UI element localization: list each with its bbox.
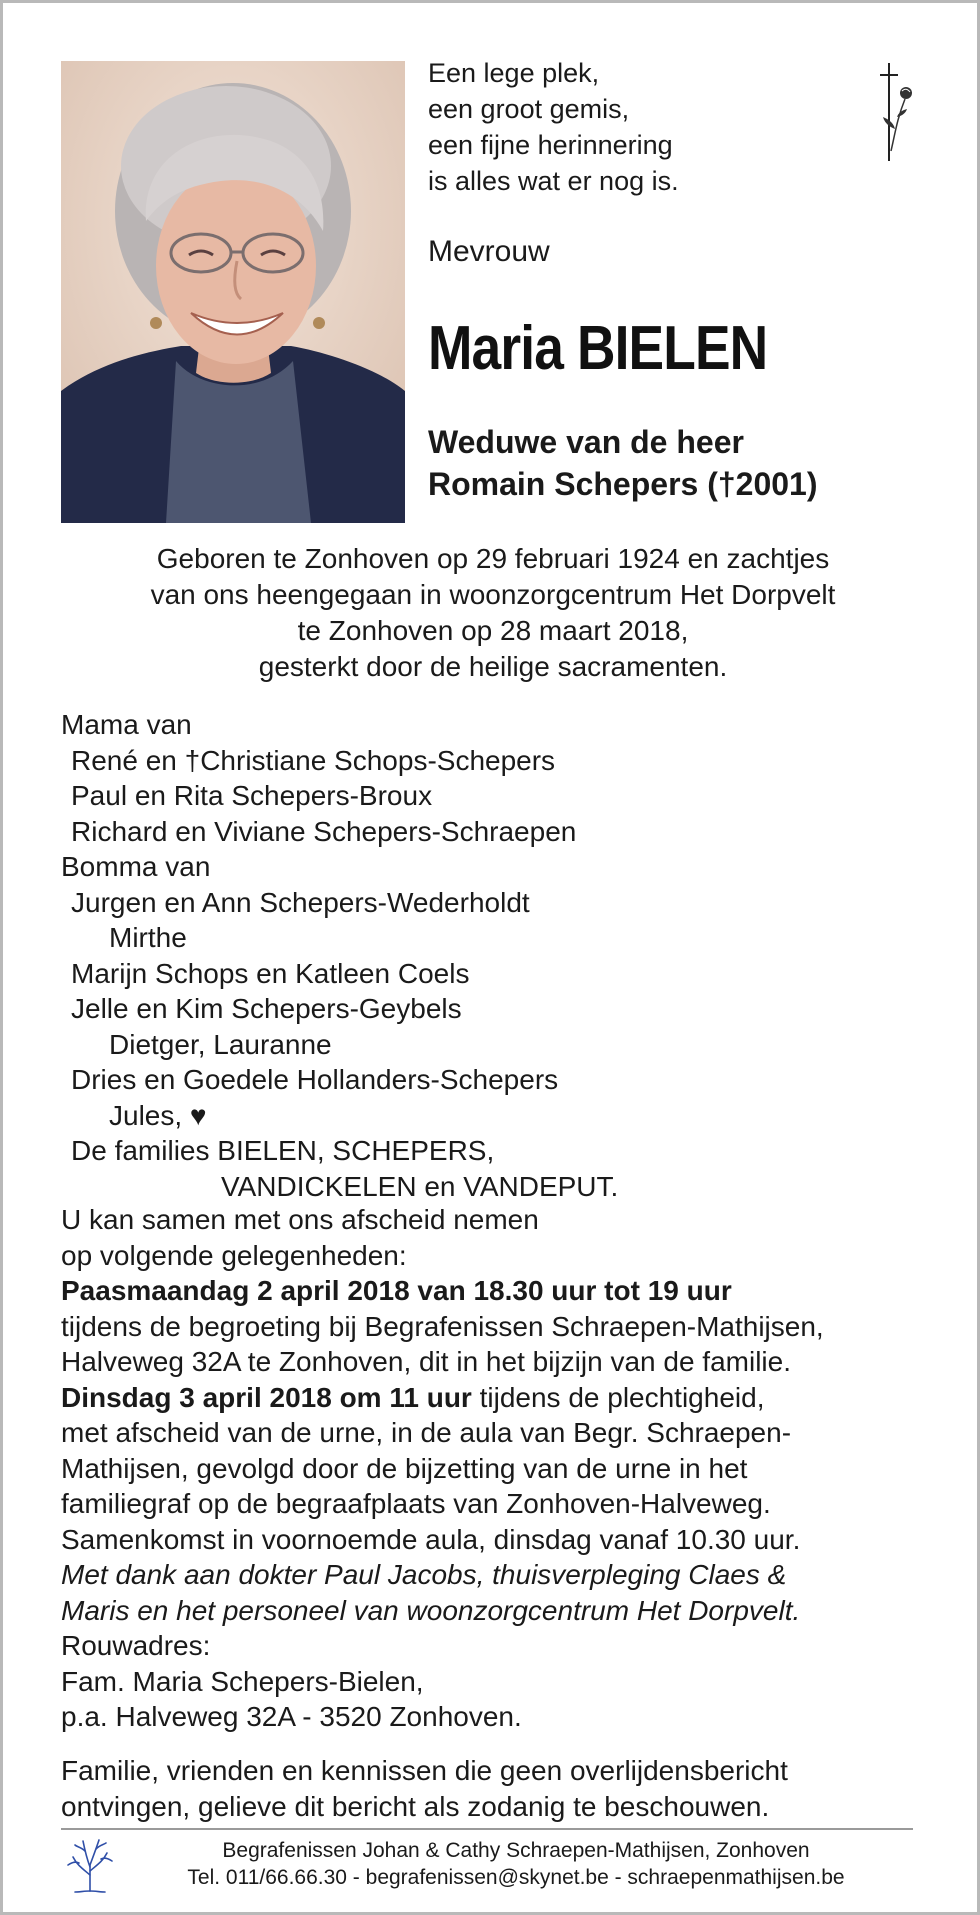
notice-line: Familie, vrienden en kennissen die geen overlijdensbericht [61,1755,788,1786]
ceremony-desc: met afscheid van de urne, in de aula van Begr. Schraepen- [61,1417,792,1448]
visitation-desc: tijdens de begroeting bij Begrafenissen Schraepen-Mathijsen, [61,1310,824,1342]
grandchild-entry: Marijn Schops en Katleen Coels [71,957,470,989]
deceased-name: Maria BIELEN [428,314,768,383]
mama-label: Mama van [61,709,192,740]
funeral-home-footer [121,1837,911,1891]
spouse-info [428,421,818,505]
tree-logo-icon [65,1835,115,1893]
address-line: p.a. Halveweg 32A - 3520 Zonhoven. [61,1701,522,1732]
visitation-date: Paasmaandag 2 april 2018 van 18.30 uur tot 19 uur [61,1275,732,1306]
birth-death-info [63,541,923,685]
grandchild-entry: Jurgen en Ann Schepers-Wederholdt [71,886,530,918]
ceremony-intro: op volgende gelegenheden: [61,1239,407,1271]
thanks-line: Maris en het personeel van woonzorgcentrum Het Dorpvelt. [61,1594,801,1626]
great-grandchild-entry: Jules, ♥ [109,1099,207,1131]
funeral-home-contact: Tel. 011/66.66.30 - begrafenissen@skynet.be - schraepenmathijsen.be [187,1866,845,1889]
portrait-photo [61,61,405,523]
poem-line: Een lege plek, [428,58,600,88]
notice-line: ontvingen, gelieve dit bericht als zodanig te beschouwen. [61,1790,770,1822]
funeral-home-name: Begrafenissen Johan & Cathy Schraepen-Mathijsen, Zonhoven [222,1839,810,1862]
ceremony-desc: tijdens de plechtigheid, [471,1381,765,1413]
families-line: VANDICKELEN en VANDEPUT. [221,1170,619,1202]
spouse-line: Weduwe van de heer [428,424,744,460]
grandchild-entry: Dries en Goedele Hollanders-Schepers [71,1064,559,1095]
families-line: De families BIELEN, SCHEPERS, [71,1135,495,1166]
thanks-line: Met dank aan dokter Paul Jacobs, thuisverpleging Claes & [61,1559,787,1590]
ceremony-line [61,1380,824,1416]
poem-line: een fijne herinnering [428,130,673,160]
birth-line: gesterkt door de heilige sacramenten. [258,651,728,682]
great-grandchild-entry: Dietger, Lauranne [109,1028,332,1060]
child-entry: René en †Christiane Schops-Schepers [71,744,556,776]
ceremony-date: Dinsdag 3 april 2018 om 11 uur [61,1381,472,1413]
birth-line: Geboren te Zonhoven op 29 februari 1924 en zachtjes [156,543,830,574]
child-entry: Paul en Rita Schepers-Broux [71,780,433,811]
birth-line: te Zonhoven op 28 maart 2018, [297,615,689,646]
gathering-info: Samenkomst in voornoemde aula, dinsdag vanaf 10.30 uur. [61,1523,801,1555]
great-grandchild-entry: Mirthe [109,922,187,953]
child-entry: Richard en Viviane Schepers-Schraepen [71,815,577,847]
visitation-desc: Halveweg 32A te Zonhoven, dit in het bijzijn van de familie. [61,1346,791,1377]
address-line: Fam. Maria Schepers-Bielen, [61,1665,424,1697]
ceremony-desc: familiegraf op de begraafplaats van Zonhoven-Halveweg. [61,1488,771,1519]
notice-text [61,1753,788,1824]
cross-with-rose-icon [871,59,921,164]
footer-divider [61,1828,913,1830]
poem-line: een groot gemis, [428,94,630,124]
family-list [61,707,618,1204]
ceremony-intro: U kan samen met ons afscheid nemen [61,1204,539,1235]
address-label: Rouwadres: [61,1630,211,1661]
grandchild-entry: Jelle en Kim Schepers-Geybels [71,993,462,1024]
bomma-label: Bomma van [61,851,211,882]
portrait-illustration [61,61,405,523]
birth-line: van ons heengegaan in woonzorgcentrum Het Dorpvelt [150,579,836,610]
ceremony-info [61,1202,824,1735]
spouse-line: Romain Schepers (†2001) [428,466,818,502]
poem [428,55,679,199]
ceremony-desc: Mathijsen, gevolgd door de bijzetting van de urne in het [61,1452,748,1484]
honorific: Mevrouw [428,235,550,268]
poem-line: is alles wat er nog is. [428,166,679,196]
